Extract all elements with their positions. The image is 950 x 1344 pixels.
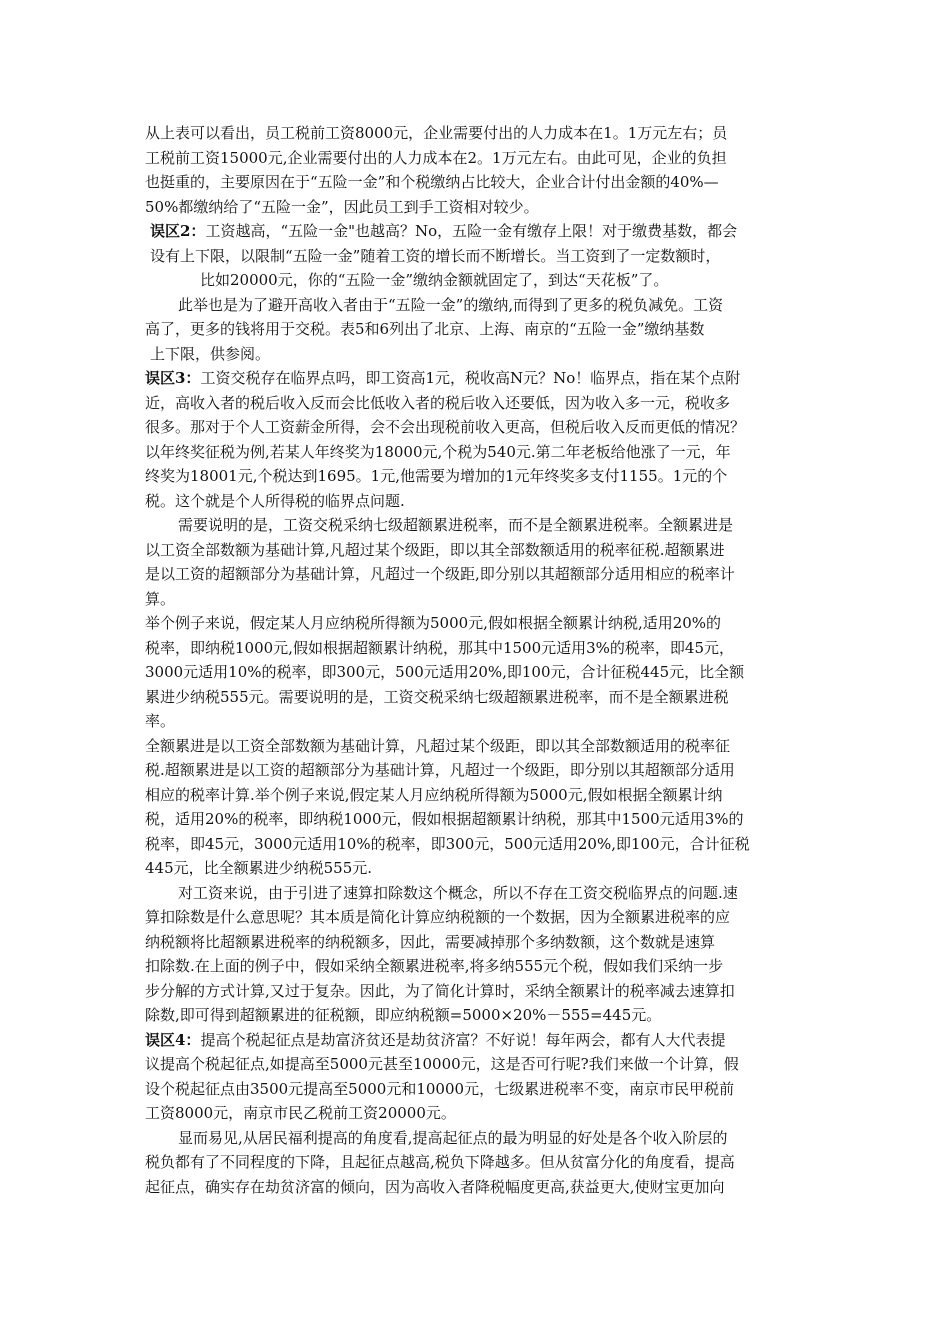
text-line: 纳税额将比超额累进税率的纳税额多，因此，需要减掉那个多纳数额，这个数就是速算 — [145, 932, 716, 951]
paragraph-start: 显而易见,从居民福利提高的角度看,提高起征点的最为明显的好处是各个收入阶层的 — [178, 1128, 728, 1147]
misconception-label: 误区2： — [150, 222, 206, 240]
document-body — [0, 121, 950, 1199]
text-line: 算扣除数是什么意思呢？其本质是简化计算应纳税额的一个数据，因为全额累进税率的应 — [145, 908, 731, 926]
heading-misconception-4: 误区4：提高个税起征点是劫富济贫还是劫贫济富？不好说！每年两会，都有人大代表提 — [145, 1030, 726, 1049]
text-line: 税。这个就是个人所得税的临界点问题. — [145, 491, 405, 510]
misconception-label: 误区4： — [145, 1030, 201, 1049]
paragraph-start: 对工资来说，由于引进了速算扣除数这个概念，所以不存在工资交税临界点的问题.速 — [178, 883, 738, 902]
text-line: 设个税起征点由3500元提高至5000元和10000元，七级累进税率不变，南京市民甲税前 — [145, 1079, 735, 1098]
text-line: 税.超额累进是以工资的超额部分为基础计算，凡超过一个级距，即分别以其超额部分适用 — [145, 761, 735, 779]
text-line: 以工资全部数额为基础计算,凡超过某个级距，即以其全部数额适用的税率征税.超额累进 — [145, 540, 725, 559]
text-line: 率。 — [145, 712, 176, 730]
text-line: 税，适用20%的税率，即纳税1000元，假如根据超额累计纳税，那其中1500元适用3%的 — [145, 810, 744, 828]
text-line: 税负都有了不同程度的下降，且起征点越高,税负下降越多。但从贫富分化的角度看，提高 — [145, 1153, 735, 1171]
text-line: 3000元适用10%的税率，即300元，500元适用20%,即100元，合计征税445元，比全额 — [145, 663, 745, 681]
paragraph-start: 需要说明的是，工资交税采纳七级超额累进税率，而不是全额累进税率。全额累进是 — [178, 516, 734, 534]
text-line: 举个例子来说，假定某人月应纳税所得额为5000元,假如根据全额累计纳税,适用20%的 — [145, 614, 722, 632]
misconception-label: 误区3： — [145, 369, 201, 387]
text-line: 比如20000元，你的“五险一金”缴纳金额就固定了，到达“天花板”了。 — [200, 271, 669, 289]
text-line: 除数,即可得到超额累进的征税额，即应纳税额=5000×20%－555=445元。 — [145, 1006, 662, 1024]
text-line: 工资8000元，南京市民乙税前工资20000元。 — [145, 1104, 456, 1122]
text-line: 很多。那对于个人工资薪金所得，会不会出现税前收入更高，但税后收入反而更低的情况？ — [145, 418, 746, 436]
text-line: 终奖为18001元,个税达到1695。1元,他需要为增加的1元年终奖多支付1155。1元的个 — [145, 467, 728, 485]
heading-misconception-3: 误区3：工资交税存在临界点吗，即工资高1元，税收高N元？No！临界点，指在某个点附 — [145, 369, 741, 387]
text-line: 税率，即45元，3000元适用10%的税率，即300元，500元适用20%,即100元，合计征税 — [145, 834, 750, 853]
text-line: 445元，比全额累进少纳税555元. — [145, 859, 373, 877]
text-line: 50%都缴纳给了“五险一金”，因此员工到手工资相对较少。 — [145, 197, 539, 216]
text-line: 是以工资的超额部分为基础计算，凡超过一个级距,即分别以其超额部分适用相应的税率计 — [145, 565, 735, 583]
text-line: 议提高个税起征点,如提高至5000元甚至10000元，这是否可行呢?我们来做一个计算，假 — [145, 1055, 739, 1073]
text-line: 也挺重的，主要原因在于“五险一金”和个税缴纳占比较大，企业合计付出金额的40%— — [145, 173, 719, 191]
text-line: 步分解的方式计算,又过于复杂。因此，为了简化计算时，采纳全额累计的税率减去速算扣 — [145, 981, 735, 1000]
text-line: 工税前工资15000元,企业需要付出的人力成本在2。1万元左右。由此可见，企业的负担 — [145, 148, 727, 167]
text-line: 从上表可以看出，员工税前工资8000元，企业需要付出的人力成本在1。1万元左右；员 — [145, 124, 728, 142]
text-line: 相应的税率计算.举个例子来说,假定某人月应纳税所得额为5000元,假如根据全额累计纳 — [145, 785, 723, 804]
text-line: 全额累进是以工资全部数额为基础计算，凡超过某个级距，即以其全部数额适用的税率征 — [145, 736, 731, 755]
text-line: 高了，更多的钱将用于交税。表5和6列出了北京、上海、南京的“五险一金”缴纳基数 — [145, 320, 705, 338]
text-line: 税率，即纳税1000元,假如根据超额累计纳税，那其中1500元适用3%的税率，即45元， — [145, 638, 735, 657]
text-line: 扣除数.在上面的例子中，假如采纳全额累进税率,将多纳555元个税，假如我们采纳一步 — [145, 957, 724, 975]
text-line: 起征点，确实存在劫贫济富的倾向，因为高收入者降税幅度更高,获益更大,使财宝更加向 — [145, 1177, 725, 1196]
text-line: 近，高收入者的税后收入反而会比低收入者的税后收入还要低，因为收入多一元，税收多 — [145, 393, 731, 412]
text-line: 上下限，供参阅。 — [150, 344, 271, 363]
text-line: 以年终奖征税为例,若某人年终奖为18000元,个税为540元.第二年老板给他涨了一元，年 — [145, 442, 731, 461]
paragraph-start: 此举也是为了避开高收入者由于“五险一金”的缴纳,而得到了更多的税负减免。工资 — [178, 295, 724, 314]
text-line: 算。 — [145, 589, 176, 608]
text-line: 设有上下限，以限制“五险一金”随着工资的增长而不断增长。当工资到了一定数额时， — [150, 246, 721, 265]
text-line: 累进少纳税555元。需要说明的是，工资交税采纳七级超额累进税率，而不是全额累进税 — [145, 687, 729, 706]
heading-misconception-2: 误区2：工资越高，“五险一金"也越高？No，五险一金有缴存上限！对于缴费基数，都会 — [150, 222, 738, 240]
